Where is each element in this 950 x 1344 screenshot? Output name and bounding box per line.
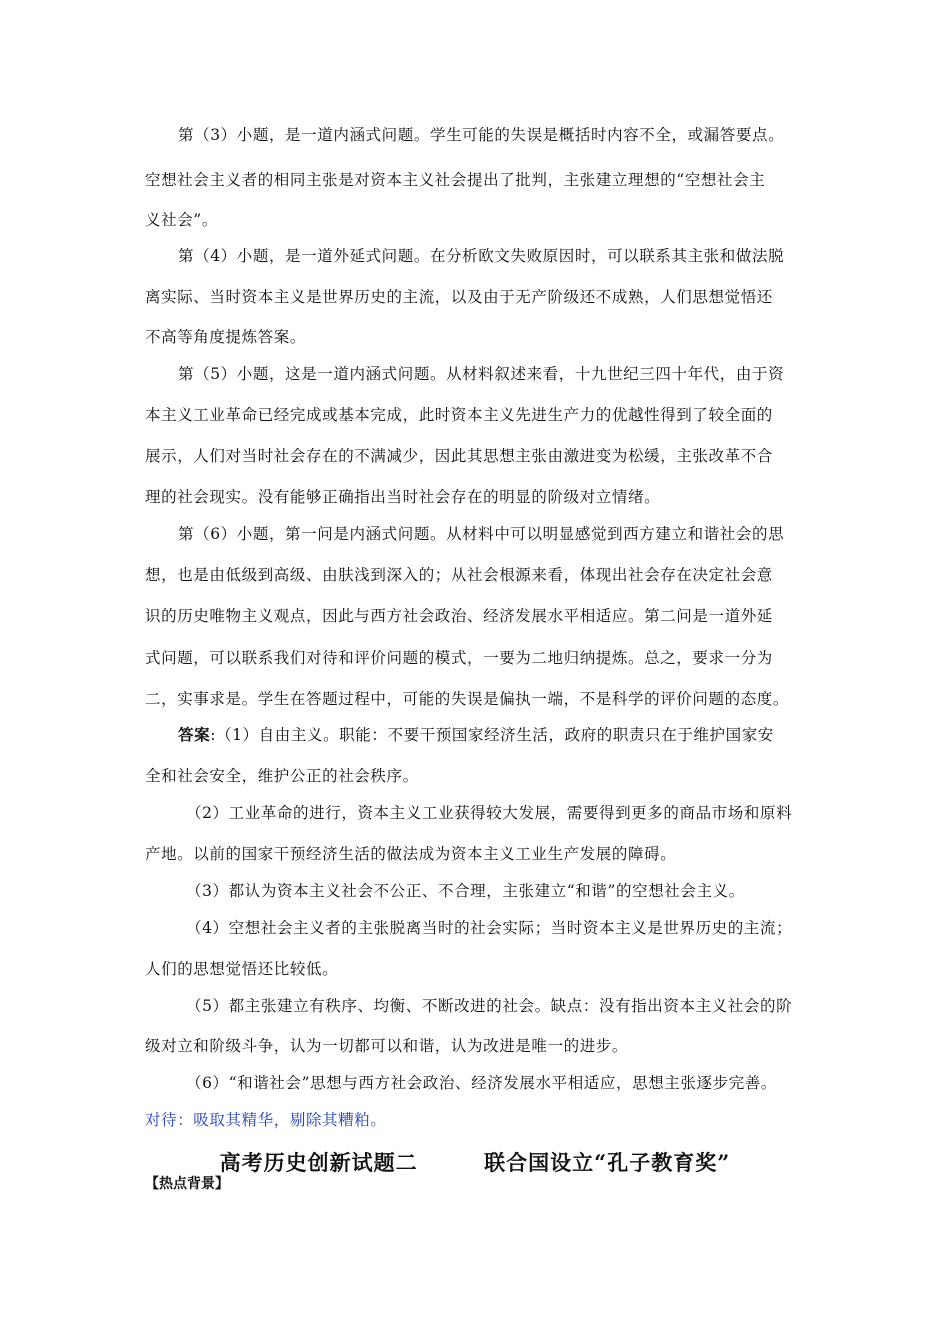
answer-5-line-2: 级对立和阶级斗争，认为一切都可以和谐，认为改进是唯一的进步。 <box>145 1037 629 1055</box>
section-title: 高考历史创新试题二 联合国设立“孔子教育奖” <box>219 1150 731 1175</box>
answer-1-line-1 <box>178 725 810 745</box>
q5-line-4: 理的社会现实。没有能够正确指出当时社会存在的明显的阶级对立情绪。 <box>145 488 661 506</box>
answer-3: （3）都认为资本主义社会不公正、不合理，主张建立“和谐”的空想社会主义。 <box>186 882 745 900</box>
q5-line-1: 第（5）小题，这是一道内涵式问题。从材料叙述来看，十九世纪三四十年代，由于资 <box>178 365 785 383</box>
q3-line-1: 第（3）小题，是一道内涵式问题。学生可能的失误是概括时内容不全，或漏答要点。 <box>178 126 785 144</box>
q6-line-4: 式问题，可以联系我们对待和评价问题的模式，一要为二地归纳提炼。总之，要求一分为 <box>145 649 773 667</box>
answer-5-line-1: （5）都主张建立有秩序、均衡、不断改进的社会。缺点：没有指出资本主义社会的阶 <box>186 997 793 1015</box>
answer-2-line-1: （2）工业革命的进行，资本主义工业获得较大发展，需要得到更多的商品市场和原料 <box>186 804 793 822</box>
attitude-note: 对待：吸取其精华，剔除其糟粕。 <box>145 1111 387 1129</box>
q5-line-2: 本主义工业革命已经完成或基本完成，此时资本主义先进生产力的优越性得到了较全面的 <box>145 406 773 424</box>
q4-line-1: 第（4）小题，是一道外延式问题。在分析欧文失败原因时，可以联系其主张和做法脱 <box>178 247 785 265</box>
section-subtitle: 【热点背景】 <box>145 1176 229 1192</box>
answer-1-text: :（1）自由主义。职能：不要干预国家经济生活，政府的职责只在于维护国家安 <box>210 726 774 744</box>
q3-line-3: 义社会”。 <box>145 211 218 229</box>
q6-line-5: 二，实事求是。学生在答题过程中，可能的失误是偏执一端，不是科学的评价问题的态度。 <box>145 690 790 708</box>
q3-line-2: 空想社会主义者的相同主张是对资本主义社会提出了批判，主张建立理想的“空想社会主 <box>145 171 766 189</box>
q4-line-3: 不高等角度提炼答案。 <box>145 328 307 346</box>
answer-4-line-1: （4）空想社会主义者的主张脱离当时的社会实际；当时资本主义是世界历史的主流； <box>186 919 793 937</box>
answer-6: （6）“和谐社会”思想与西方社会政治、经济发展水平相适应，思想主张逐步完善。 <box>186 1074 778 1092</box>
q6-line-1: 第（6）小题，第一问是内涵式问题。从材料中可以明显感觉到西方建立和谐社会的思 <box>178 525 785 543</box>
answer-4-line-2: 人们的思想觉悟还比较低。 <box>145 960 339 978</box>
answer-2-line-2: 产地。以前的国家干预经济生活的做法成为资本主义工业生产发展的障碍。 <box>145 845 677 863</box>
q6-line-2: 想，也是由低级到高级、由肤浅到深入的；从社会根源来看，体现出社会存在决定社会意 <box>145 566 773 584</box>
answer-label: 答案 <box>178 725 211 744</box>
q5-line-3: 展示，人们对当时社会存在的不满减少，因此其思想主张由激进变为松缓，主张改革不合 <box>145 447 773 465</box>
q4-line-2: 离实际、当时资本主义是世界历史的主流，以及由于无产阶级还不成熟，人们思想觉悟还 <box>145 288 773 306</box>
q6-line-3: 识的历史唯物主义观点，因此与西方社会政治、经济发展水平相适应。第二问是一道外延 <box>145 607 773 625</box>
answer-1-line-2: 全和社会安全，维护公正的社会秩序。 <box>145 767 419 785</box>
